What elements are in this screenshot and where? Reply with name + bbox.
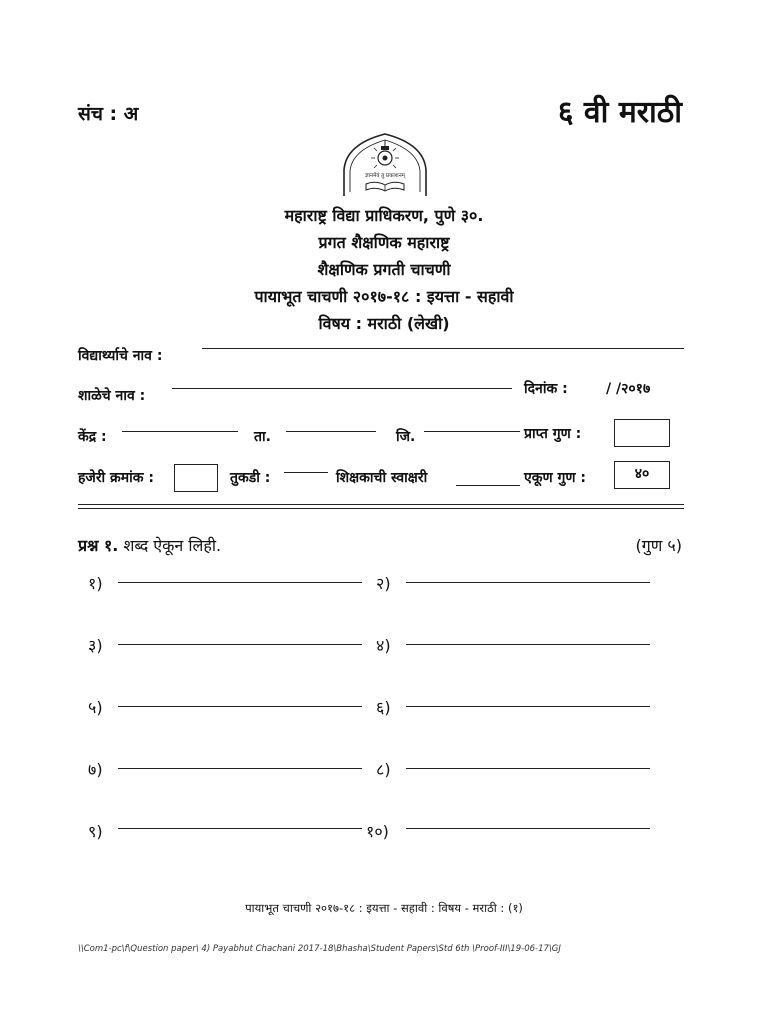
answer-line-5[interactable] (118, 706, 362, 707)
roll-number-box[interactable] (174, 464, 218, 492)
subject-line: विषय : मराठी (लेखी) (318, 314, 450, 333)
total-marks-box: ४० (614, 461, 670, 489)
file-path: \\Com1-pc\f\Question paper\ 4) Payabhut Chachani 2017-18\Bhasha\Student Papers\Std 6th \Proof-III\19-06-17\GJ (78, 944, 561, 954)
answer-line-8[interactable] (406, 768, 650, 769)
question-title (78, 534, 221, 556)
division-label: तुकडी : (230, 470, 271, 486)
roll-number-label: हजेरी क्रमांक : (78, 470, 155, 486)
taluka-line[interactable] (286, 431, 376, 432)
section-divider (78, 504, 684, 509)
date-value[interactable]: / /२०१७ (606, 381, 651, 397)
answer-line-2[interactable] (406, 582, 650, 583)
logo-motto: ज्ञानमेवं तु प्रकाशनम् (365, 173, 405, 179)
grade-title: ६ वी मराठी (557, 95, 682, 130)
teacher-signature-line[interactable] (456, 485, 520, 486)
taluka-label: ता. (254, 429, 271, 445)
answer-label-1: १) (88, 574, 103, 593)
set-label: संच : अ (78, 103, 139, 125)
answer-label-8: ८) (376, 760, 391, 779)
page-footer: पायाभूत चाचणी २०१७-१८ : इयत्ता - सहावी : विषय - मराठी : (१) (245, 901, 523, 915)
answer-line-3[interactable] (118, 644, 362, 645)
answer-label-5: ५) (88, 698, 103, 717)
district-line[interactable] (424, 431, 520, 432)
school-name-line[interactable] (172, 388, 512, 389)
program-name: प्रगत शैक्षणिक महाराष्ट्र (318, 233, 450, 252)
answer-line-4[interactable] (406, 644, 650, 645)
school-name-label: शाळेचे नाव : (78, 388, 146, 404)
answer-label-9: ९) (88, 822, 103, 841)
answer-label-7: ७) (88, 760, 103, 779)
question-marks: (गुण ५) (635, 536, 682, 555)
answer-line-1[interactable] (118, 582, 362, 583)
answer-line-10[interactable] (406, 828, 650, 829)
answer-line-6[interactable] (406, 706, 650, 707)
answer-label-4: ४) (376, 636, 391, 655)
center-line[interactable] (122, 431, 238, 432)
answer-label-3: ३) (88, 636, 103, 655)
exam-details: पायाभूत चाचणी २०१७-१८ : इयत्ता - सहावी (254, 287, 514, 306)
obtained-marks-box[interactable] (614, 419, 670, 447)
answer-label-2: २) (376, 574, 391, 593)
question-number: प्रश्न १. (78, 536, 119, 555)
test-name: शैक्षणिक प्रगती चाचणी (317, 260, 451, 279)
teacher-signature-label: शिक्षकाची स्वाक्षरी (336, 470, 428, 486)
center-label: केंद्र : (78, 429, 107, 445)
student-name-label: विद्यार्थ्याचे नाव : (78, 348, 163, 364)
answer-label-10: १०) (366, 822, 389, 841)
date-label: दिनांक : (524, 381, 568, 397)
institution-logo (338, 130, 432, 198)
obtained-marks-label: प्राप्त गुण : (524, 426, 582, 442)
answer-label-6: ६) (376, 698, 391, 717)
question-text: शब्द ऐकून लिही. (123, 536, 222, 555)
answer-line-9[interactable] (118, 828, 362, 829)
division-line[interactable] (284, 472, 328, 473)
total-marks-label: एकूण गुण : (524, 470, 586, 486)
answer-line-7[interactable] (118, 768, 362, 769)
authority-name: महाराष्ट्र विद्या प्राधिकरण, पुणे ३०. (284, 206, 484, 225)
district-label: जि. (396, 429, 416, 445)
student-name-line[interactable] (202, 348, 684, 349)
